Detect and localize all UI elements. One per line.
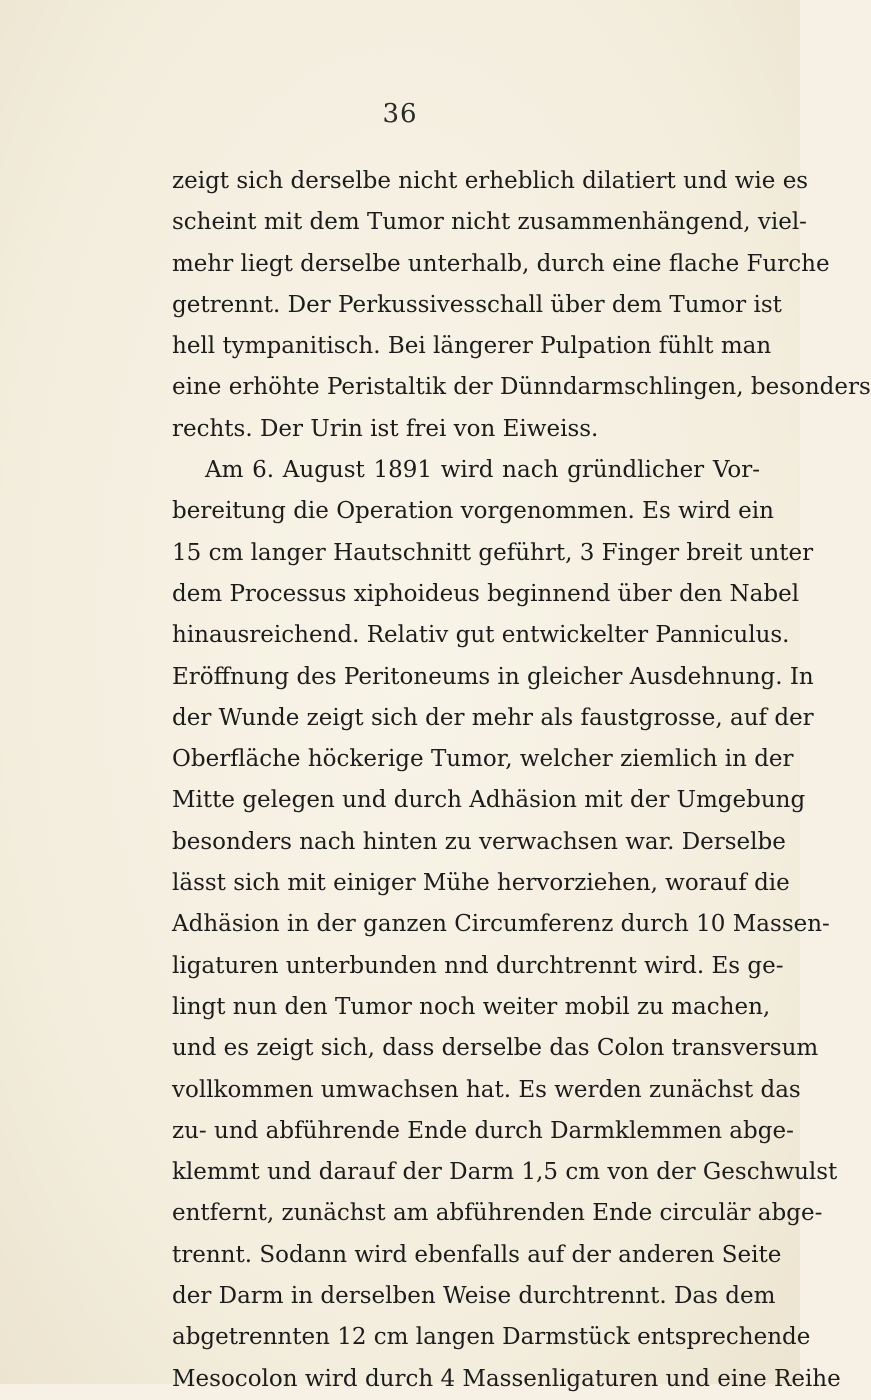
text-line: Oberfläche höckerige Tumor, welcher ziemlich in der — [172, 746, 794, 773]
text-line: besonders nach hinten zu verwachsen war. Derselbe — [172, 828, 786, 855]
text-line: und es zeigt sich, dass derselbe das Colon transversum — [172, 1035, 819, 1062]
text-line: eine erhöhte Peristaltik der Dünndarmschlingen, besonders — [172, 374, 871, 401]
text-line: der Darm in derselben Weise durchtrennt. Das dem — [172, 1283, 776, 1310]
text-line: der Wunde zeigt sich der mehr als faustgrosse, auf der — [172, 704, 814, 731]
text-line: vollkommen umwachsen hat. Es werden zunächst das — [172, 1076, 801, 1103]
text-line: lässt sich mit einiger Mühe hervorziehen, worauf die — [172, 870, 790, 897]
text-line: klemmt und darauf der Darm 1,5 cm von der Geschwulst — [172, 1159, 838, 1186]
text-line: entfernt, zunächst am abführenden Ende circulär abge- — [172, 1200, 823, 1227]
text-line: Mesocolon wird durch 4 Massenligaturen und eine Reihe — [172, 1365, 841, 1392]
text-line: bereitung die Operation vorgenommen. Es wird ein — [172, 498, 774, 525]
text-line: Mitte gelegen und durch Adhäsion mit der Umgebung — [172, 787, 806, 814]
text-line: Adhäsion in der ganzen Circumferenz durch 10 Massen- — [172, 911, 830, 938]
page-number: 36 — [382, 99, 418, 129]
text-line: zu- und abführende Ende durch Darmklemmen abge- — [172, 1117, 794, 1144]
text-line: hell tympanitisch. Bei längerer Pulpation fühlt man — [172, 333, 772, 360]
text-line: scheint mit dem Tumor nicht zusammenhängend, viel- — [172, 209, 807, 236]
text-line: getrennt. Der Perkussivesschall über dem Tumor ist — [172, 291, 782, 318]
body-text — [172, 161, 871, 1400]
text-line: 15 cm langer Hautschnitt geführt, 3 Finger breit unter — [172, 539, 814, 566]
text-line: zeigt sich derselbe nicht erheblich dilatiert und wie es — [172, 168, 809, 194]
text-line: rechts. Der Urin ist frei von Eiweiss. — [172, 415, 599, 442]
text-line: trennt. Sodann wird ebenfalls auf der anderen Seite — [172, 1241, 782, 1268]
text-line: Am 6. August 1891 wird nach gründlicher Vor- — [205, 457, 760, 484]
text-line: ligaturen unterbunden nnd durchtrennt wird. Es ge- — [172, 952, 784, 979]
text-line: Eröffnung des Peritoneums in gleicher Ausdehnung. In — [172, 663, 814, 690]
text-line: dem Processus xiphoideus beginnend über den Nabel — [172, 580, 800, 607]
text-line: lingt nun den Tumor noch weiter mobil zu machen, — [172, 993, 771, 1020]
text-line: mehr liegt derselbe unterhalb, durch eine flache Furche — [172, 250, 830, 277]
text-line: abgetrennten 12 cm langen Darmstück entsprechende — [172, 1324, 811, 1351]
text-line: hinausreichend. Relativ gut entwickelter Panniculus. — [172, 622, 790, 649]
